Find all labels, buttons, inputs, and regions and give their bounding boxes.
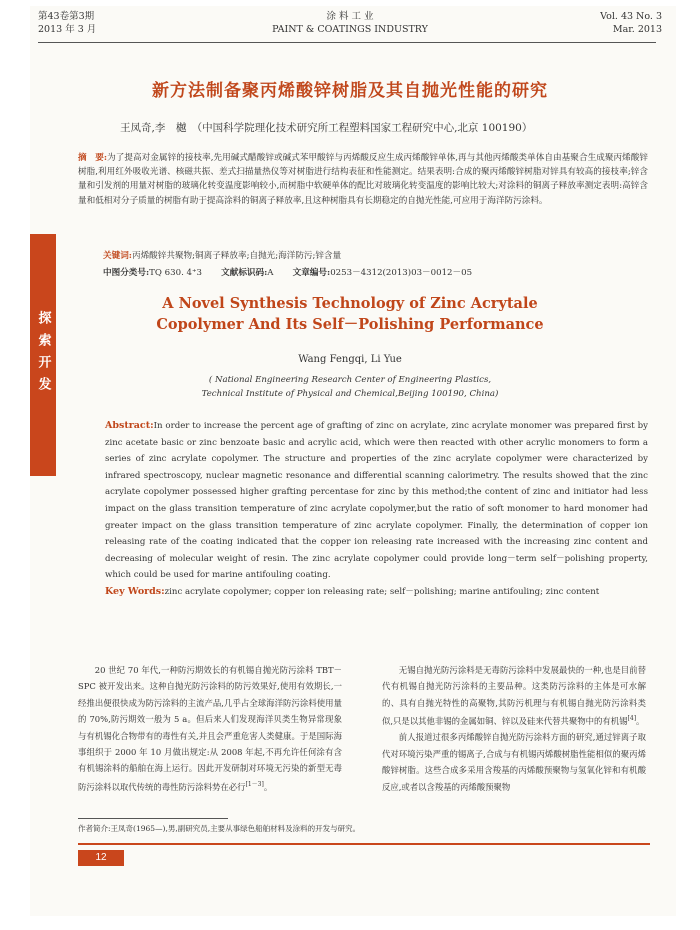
- classification-line: [103, 266, 648, 278]
- affiliation-en-line-1: ( National Engineering Research Center of Engineering Plastics,: [208, 375, 492, 385]
- keywords-en-text: zinc acrylate copolymer; copper ion releasing rate; self－polishing; marine antifouling; zinc content: [164, 586, 600, 597]
- page-number: 12: [78, 850, 124, 866]
- paragraph-intro-text: 20 世纪 70 年代,一种防污期效长的有机锡自抛光防污涂料 TBT－SPC 被开发出来。这种自抛光防污涂料的防污效果好,使用有效期长,一经推出便很快成为防污涂料的主流产品,几乎占全球海洋防污涂料使用量的 70%,防污期效一般为 5 a。但后来人们发现海洋贝类生物异常现象与有机锡化合物带有的毒性有关,并且会严重危害人类健康。于是国际海事组织于 2000 年 10 月做出规定:从 2008 年起,不再允许任何涂有含有机锡涂料的船舶在海上运行。因此开发研制对环境无污染的新型无毒防污涂料以取代传统的毒性防污涂料势在必行: [78, 665, 342, 792]
- footer-rule: [78, 843, 650, 845]
- doc-code-value: A: [267, 268, 274, 278]
- abstract-en: [105, 418, 648, 601]
- paragraph-tin-free-tail: 。: [636, 716, 645, 727]
- volume-issue: 第43卷第3期: [38, 11, 95, 22]
- keywords-en: [105, 584, 648, 601]
- authors-en: Wang Fengqi, Li Yue: [298, 354, 402, 365]
- affiliation-en: [0, 373, 700, 401]
- paragraph-tin-free: [382, 662, 646, 729]
- issue-date: 2013 年 3 月: [38, 24, 97, 35]
- header-divider: [38, 42, 656, 43]
- keywords-cn-text: 丙烯酸锌共聚物;铜离子释放率;自抛光;海洋防污;锌含量: [131, 251, 342, 261]
- clc-label: 中图分类号:: [103, 268, 150, 278]
- body-column-right: [382, 662, 646, 795]
- affiliation-en-line-2: Technical Institute of Physical and Chemical,Beijing 100190, China): [201, 389, 499, 399]
- doc-code-label: 文献标识码:: [221, 268, 268, 278]
- issue-date-en: Mar. 2013: [612, 24, 662, 35]
- abstract-cn-label: 摘 要:: [78, 153, 108, 163]
- keywords-cn-label: 关键词:: [103, 251, 132, 261]
- body-column-left: [78, 662, 342, 795]
- clc-value: TQ 630. 4⁺3: [149, 268, 203, 278]
- article-title-cn: 新方法制备聚丙烯酸锌树脂及其自抛光性能的研究: [152, 81, 548, 101]
- section-label: 探索开发: [35, 311, 51, 399]
- paragraph-intro: [78, 662, 342, 795]
- author-footnote: 作者简介:王凤奇(1965—),男,副研究员,主要从事绿色船舶材料及涂料的开发与研究。: [78, 824, 361, 833]
- paragraph-intro-tail: 。: [263, 781, 273, 792]
- footnote-divider: [78, 818, 228, 819]
- journal-name-header: [0, 10, 700, 36]
- abstract-cn: [78, 151, 648, 208]
- citation-ref: [1－3]: [245, 780, 264, 788]
- abstract-cn-text: 为了提高对金属锌的接枝率,先用碱式醋酸锌或碱式苯甲酸锌与丙烯酸反应生成丙烯酸锌单体,再与其他丙烯酸类单体自由基聚合生成聚丙烯酸锌树脂,利用红外吸收光谱、核磁共振、差式扫描量热仪等对树脂进行结构表征和性能测定。结果表明:合成的聚丙烯酸锌树脂对锌具有较高的接枝率;锌含量和引发剂的用量对树脂的玻璃化转变温度影响较小,而树脂中软硬单体的配比对玻璃化转变温度的影响比较大;对涂料的铜离子释放率测定表明:高锌含量和低相对分子质量的树脂有助于提高涂料的铜离子释放率,且这种树脂具有长期稳定的自抛光性能,可应用于海洋防污涂料。: [78, 153, 648, 206]
- volume-issue-en: Vol. 43 No. 3: [600, 11, 662, 22]
- abstract-en-label: Abstract:: [105, 420, 154, 431]
- article-number-value: 0253－4312(2013)03－0012－05: [330, 268, 473, 278]
- paragraph-tin-free-text: 无锡自抛光防污涂料是无毒防污涂料中发展最快的一种,也是目前替代有机锡自抛光防污涂料的主要品种。这类防污涂料的主体是可水解的、具有自抛光特性的高聚物,其防污机理与有机锡自抛光防污涂料类似,只是以其他非锡的金属如铜、锌以及硅来代替共聚物中的有机锡: [382, 665, 646, 727]
- title-en-line-1: A Novel Synthesis Technology of Zinc Acrytale: [162, 295, 538, 312]
- article-title-en: [0, 293, 700, 335]
- keywords-en-label: Key Words:: [105, 585, 165, 597]
- article-number-label: 文章编号:: [292, 268, 331, 278]
- abstract-en-text: In order to increase the percent age of grafting of zinc on acrylate, zinc acrylate monomer was prepared first by zinc acetate basic or zinc benzoate basic and acrylic acid, which were then reacted with other acrylic monomers to form a series of zinc acrylate copolymer. The structure and properties of the zinc acrylate copolymer were characterized by infrared spectroscopy, nuclear magnetic resonance and differential scanning calorimetry. The results showed that the zinc acrylate copolymer possessed higher grafting percentase for zinc by this method;the content of zinc and initiator had less impact on the glass transition temperature of zinc acrylate copolymer,but the ratio of soft monomer to hard monomer had greater impact on the glass transition temperature of zinc acrylate copolymer. Finally, the determination of copper ion releasing rate of the coating indicated that the copper ion releasing rate increased with the increasing zinc content and decreasing of molecular weight of resin. The zinc acrylate copolymer could provide long－term self－polishing property, which could be used for marine antifouling coating.: [105, 421, 648, 581]
- citation-ref: [4]: [627, 715, 637, 723]
- keywords-cn: [103, 249, 648, 261]
- journal-issue-header-en: [600, 10, 662, 36]
- authors-cn: 王凤奇,李 樾 （中国科学院理化技术研究所工程塑料国家工程研究中心,北京 100190）: [120, 122, 533, 134]
- title-en-line-2: Copolymer And Its Self－Polishing Performance: [156, 316, 544, 333]
- journal-name-en: PAINT & COATINGS INDUSTRY: [272, 24, 428, 35]
- paragraph-prior-work: 前人报道过很多丙烯酸锌自抛光防污涂料方面的研究,通过锌离子取代对环境污染严重的锡离子,合成与有机锡丙烯酸树脂性能相似的聚丙烯酸锌树脂。这些合成多采用含羧基的丙烯酸预聚物与氢氧化锌和有机酸反应,或者以含羧基的丙烯酸预聚物: [382, 732, 646, 792]
- journal-name-cn: 涂 料 工 业: [326, 11, 374, 22]
